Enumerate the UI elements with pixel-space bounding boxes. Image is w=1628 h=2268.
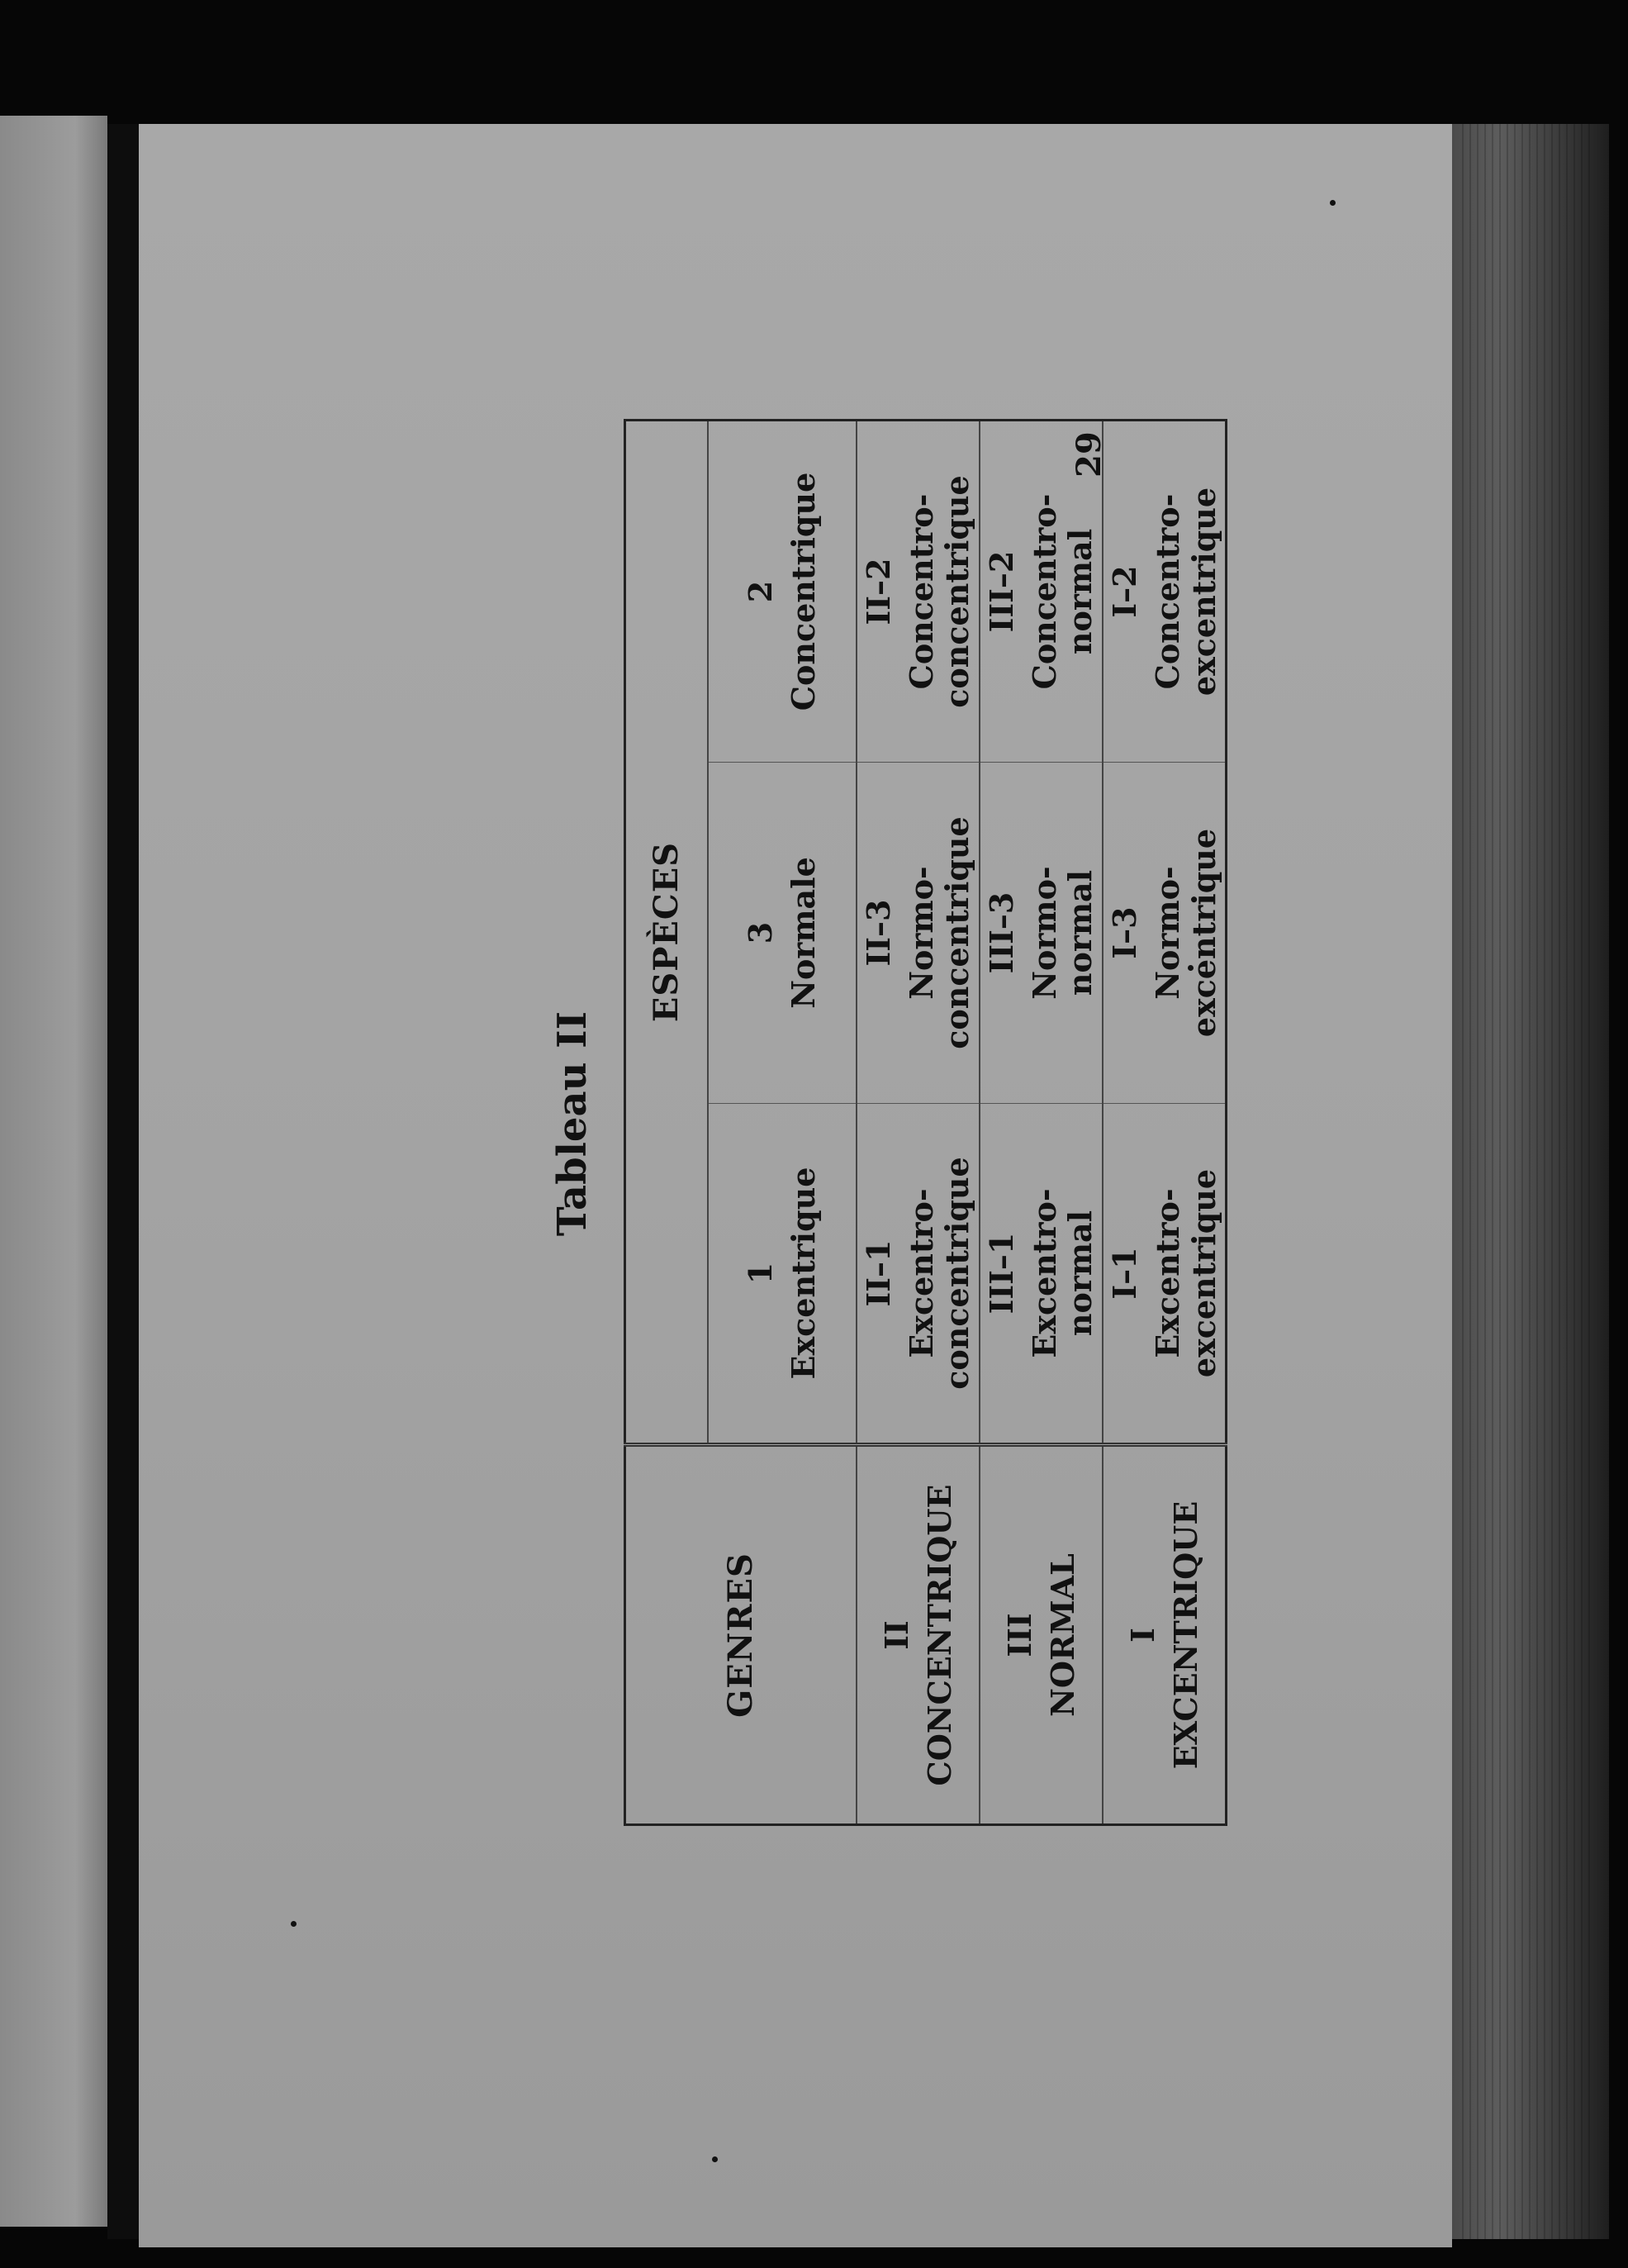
page-number: 29 <box>1070 431 1108 478</box>
table-cell <box>857 763 980 1104</box>
cell-line-1: Normo- <box>1025 866 1063 1000</box>
espece-name: Concentrique <box>785 472 822 711</box>
cell-line-2: concentrique <box>938 1157 976 1390</box>
cell-line-2: normal <box>1061 1210 1099 1337</box>
genre-cell <box>1103 1445 1227 1825</box>
genre-number: III <box>1000 1613 1038 1657</box>
cell-line-2: excentrique <box>1184 1168 1222 1378</box>
table-cell <box>1103 763 1227 1104</box>
table-cell <box>1103 420 1227 762</box>
genre-name: EXCENTRIQUE <box>1166 1500 1204 1770</box>
cell-line-2: excentrique <box>1184 828 1222 1038</box>
table-row <box>857 420 980 1824</box>
table-cell <box>857 420 980 762</box>
espece-header <box>708 1104 857 1445</box>
page-block-lines <box>1462 124 1594 2239</box>
genre-cell <box>857 1445 980 1825</box>
cell-code: III–1 <box>983 1232 1021 1315</box>
table-cell <box>980 420 1103 762</box>
table-cell <box>980 1104 1103 1445</box>
rotated-page-content <box>401 421 1227 1826</box>
cell-line-1: Normo- <box>1148 866 1186 1000</box>
table-row <box>980 420 1103 1824</box>
cell-code: III–2 <box>983 550 1021 633</box>
especes-header: ESPÈCES <box>625 420 709 1444</box>
cell-line-1: Concentro- <box>1025 493 1063 690</box>
table-cell <box>1103 1104 1227 1445</box>
specks <box>712 2156 718 2162</box>
cell-code: I–2 <box>1106 565 1144 618</box>
cell-line-2: excentrique <box>1184 487 1222 697</box>
specks <box>1330 200 1336 206</box>
cell-code: II–2 <box>860 558 897 625</box>
cell-line-1: Excentro- <box>902 1188 940 1358</box>
cell-line-1: Excentro- <box>1148 1188 1186 1358</box>
cell-line-1: Normo- <box>902 866 940 1000</box>
cell-line-2: normal <box>1061 869 1099 996</box>
espece-name: Excentrique <box>785 1167 822 1380</box>
cell-line-2: concentrique <box>938 475 976 708</box>
genre-number: II <box>877 1620 915 1650</box>
table-title: Tableau II <box>549 1010 596 1237</box>
espece-number: 2 <box>742 580 780 603</box>
cell-code: II–3 <box>860 899 897 967</box>
classification-table <box>624 419 1227 1826</box>
cell-line-1: Concentro- <box>1148 493 1186 690</box>
cell-code: III–3 <box>983 892 1021 974</box>
espece-name: Normale <box>785 857 822 1009</box>
genre-cell <box>980 1445 1103 1825</box>
espece-header <box>708 420 857 762</box>
cell-line-1: Excentro- <box>1025 1188 1063 1358</box>
left-page-edge <box>0 116 107 2227</box>
table-cell <box>857 1104 980 1445</box>
genre-number: I <box>1123 1628 1161 1643</box>
cell-line-2: concentrique <box>938 816 976 1049</box>
genre-name: CONCENTRIQUE <box>920 1484 958 1786</box>
table-row <box>1103 420 1227 1824</box>
cell-line-1: Concentro- <box>902 493 940 690</box>
espece-number: 1 <box>742 1262 780 1285</box>
table-cell <box>980 763 1103 1104</box>
espece-number: 3 <box>742 921 780 944</box>
cell-line-2: normal <box>1061 528 1099 655</box>
cell-code: II–1 <box>860 1239 897 1307</box>
specks <box>291 1921 297 1927</box>
cell-code: I–1 <box>1106 1247 1144 1300</box>
espece-header <box>708 763 857 1104</box>
genre-name: NORMAL <box>1043 1553 1081 1717</box>
header-row-top <box>625 420 709 1824</box>
genres-header: GENRES <box>625 1445 857 1825</box>
cell-code: I–3 <box>1106 906 1144 959</box>
